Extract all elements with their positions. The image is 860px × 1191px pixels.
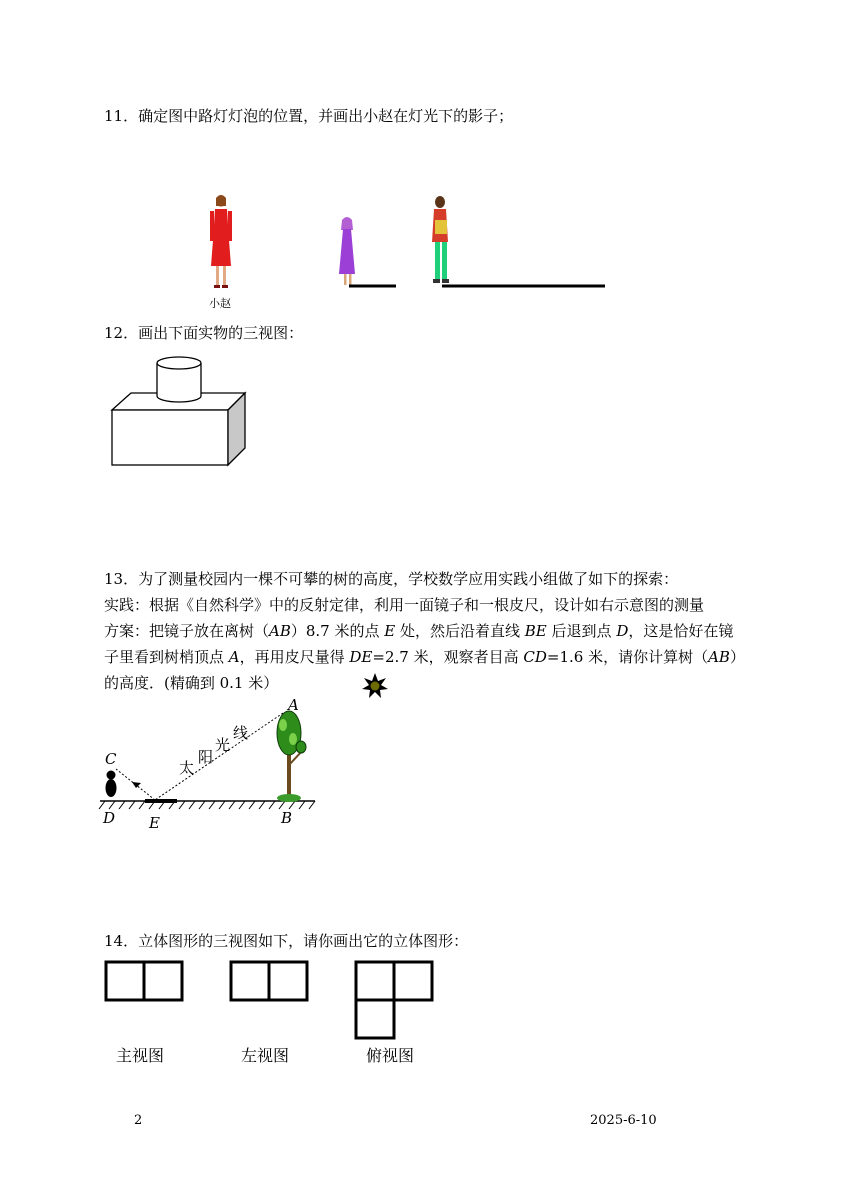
q13-line4: 子里看到树梢顶点 A，再用皮尺量得 DE=2.7 米，观察者目高 CD=1.6 米，请你计算树（AB） — [104, 648, 745, 666]
tree-figure — [277, 711, 306, 802]
q13-line3: 方案：把镜子放在离树（AB）8.7 米的点 E 处，然后沿着直线 BE 后退到点 D，这是恰好在镜 — [104, 622, 734, 640]
q13-line1: 13．为了测量校园内一棵不可攀的树的高度，学校数学应用实践小组做了如下的探索： — [104, 570, 679, 588]
q14-three-views — [100, 955, 445, 1045]
ray-tree-to-mirror — [155, 713, 283, 800]
label-C: C — [105, 750, 117, 768]
q13-diagram — [95, 695, 325, 835]
sunlight-char-2: 阳 — [198, 748, 214, 766]
xiaozhao-label: 小赵 — [209, 297, 231, 310]
caption-left-view: 左视图 — [241, 1046, 290, 1065]
sunlight-char-1: 太 — [179, 759, 195, 777]
q12-text: 12．画出下面实物的三视图： — [104, 324, 304, 342]
ground-hatching — [99, 801, 315, 809]
footer-date: 2025-6-10 — [590, 1113, 657, 1128]
q13-line5: 的高度．(精确到 0.1 米） — [104, 674, 279, 692]
person-green — [432, 196, 449, 283]
observer-figure — [106, 771, 117, 798]
label-E: E — [149, 814, 160, 832]
caption-top-view: 俯视图 — [366, 1046, 415, 1065]
top-view — [356, 962, 432, 1038]
label-D: D — [103, 809, 116, 827]
person-xiaozhao — [210, 195, 232, 288]
label-A: A — [288, 696, 299, 714]
caption-front-view: 主视图 — [116, 1046, 165, 1065]
q14-text: 14．立体图形的三视图如下，请你画出它的立体图形： — [104, 932, 469, 950]
q12-solid-figure — [105, 350, 255, 475]
left-view — [231, 962, 307, 1000]
sunlight-char-3: 光 — [215, 736, 231, 754]
ray-arrowhead — [132, 782, 141, 788]
q11-text: 11．确定图中路灯灯泡的位置，并画出小赵在灯光下的影子； — [104, 107, 514, 125]
person-purple — [339, 217, 355, 285]
label-B: B — [281, 809, 293, 827]
sun-icon — [360, 671, 390, 701]
front-view — [106, 962, 182, 1000]
sunlight-char-4: 线 — [233, 724, 249, 742]
page-number: 2 — [134, 1113, 143, 1128]
q13-line2: 实践：根据《自然科学》中的反射定律，利用一面镜子和一根皮尺，设计如右示意图的测量 — [104, 596, 705, 614]
q11-figure — [195, 190, 615, 315]
